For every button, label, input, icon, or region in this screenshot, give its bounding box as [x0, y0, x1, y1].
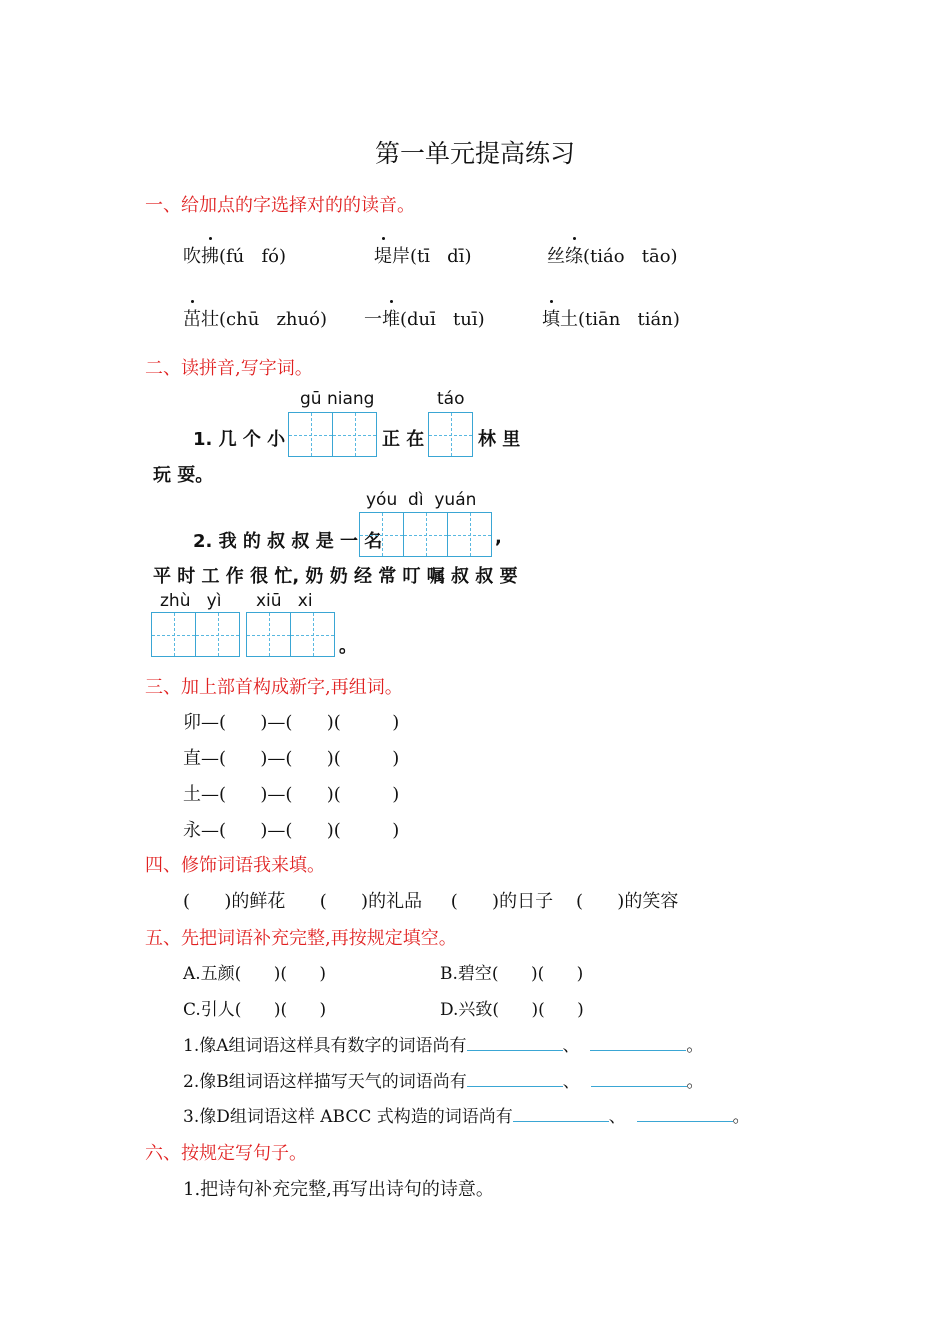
fill-question: 3.像D组词语这样 ABCC 式构造的词语尚有 、 。 [183, 1102, 750, 1127]
pinyin-label: gū niang [300, 389, 375, 409]
modifier-line: ( )的鲜花 ( )的礼品 ( )的日子 ( )的笑容 [183, 891, 679, 912]
question-text: 。 [339, 636, 357, 657]
pinyin-choice-item: 堤岸(tī dī) [374, 242, 471, 268]
word-item: C.引人( )( ) [183, 1000, 327, 1020]
word-item: A.五颜( )( ) [183, 964, 327, 984]
question-text: 玩 耍。 [153, 465, 214, 486]
section-2-heading: 二、读拼音,写字词。 [145, 358, 313, 379]
writing-grid[interactable] [288, 412, 377, 457]
radical-row: 永—( )—( )( ) [183, 820, 400, 841]
fill-question: 2.像B组词语这样描写天气的词语尚有 、 。 [183, 1067, 704, 1092]
writing-grid[interactable] [151, 612, 240, 657]
question-text: 1.把诗句补充完整,再写出诗句的诗意。 [183, 1179, 494, 1200]
answer-blank[interactable] [591, 1068, 687, 1087]
radical-row: 卯—( )—( )( ) [183, 712, 400, 733]
answer-blank[interactable] [467, 1068, 563, 1087]
pinyin-label: zhù yì [160, 591, 222, 611]
question-text: 1. 几 个 小 [193, 429, 286, 450]
pinyin-choice-item: 一堆(duī tuī) [364, 305, 485, 331]
answer-blank[interactable] [467, 1032, 563, 1051]
section-3-heading: 三、加上部首构成新字,再组词。 [145, 677, 403, 698]
question-text: 2. 我 的 叔 叔 是 一 名 [193, 531, 383, 552]
page-title: 第一单元提高练习 [374, 139, 575, 168]
pinyin-label: yóu dì yuán [366, 490, 477, 510]
word-item: B.碧空( )( ) [440, 964, 584, 984]
radical-row: 直—( )—( )( ) [183, 748, 400, 769]
fill-question: 1.像A组词语这样具有数字的词语尚有 、 。 [183, 1031, 703, 1056]
question-text: , [495, 527, 502, 548]
question-text: 正 在 [382, 429, 425, 450]
pinyin-label: táo [437, 389, 465, 409]
section-4-heading: 四、修饰词语我来填。 [145, 855, 325, 876]
pinyin-choice-item: 填土(tiān tián) [542, 305, 680, 331]
writing-grid[interactable] [246, 612, 335, 657]
pinyin-choice-item: 丝绦(tiáo tāo) [547, 242, 678, 268]
answer-blank[interactable] [590, 1032, 686, 1051]
pinyin-choice-item: 吹拂(fú fó) [183, 242, 286, 268]
section-1-heading: 一、给加点的字选择对的的读音。 [145, 195, 415, 216]
pinyin-choice-item: 茁壮(chū zhuó) [183, 305, 327, 331]
pinyin-label: xiū xi [256, 591, 313, 611]
radical-row: 土—( )—( )( ) [183, 784, 400, 805]
word-item: D.兴致( )( ) [440, 1000, 584, 1020]
section-5-heading: 五、先把词语补充完整,再按规定填空。 [145, 928, 457, 949]
question-text: 林 里 [478, 429, 521, 450]
answer-blank[interactable] [637, 1103, 733, 1122]
answer-blank[interactable] [513, 1103, 609, 1122]
question-text: 平 时 工 作 很 忙, 奶 奶 经 常 叮 嘱 叔 叔 要 [153, 566, 518, 587]
writing-grid[interactable] [359, 512, 492, 557]
writing-grid[interactable] [428, 412, 473, 457]
section-6-heading: 六、按规定写句子。 [145, 1143, 307, 1164]
